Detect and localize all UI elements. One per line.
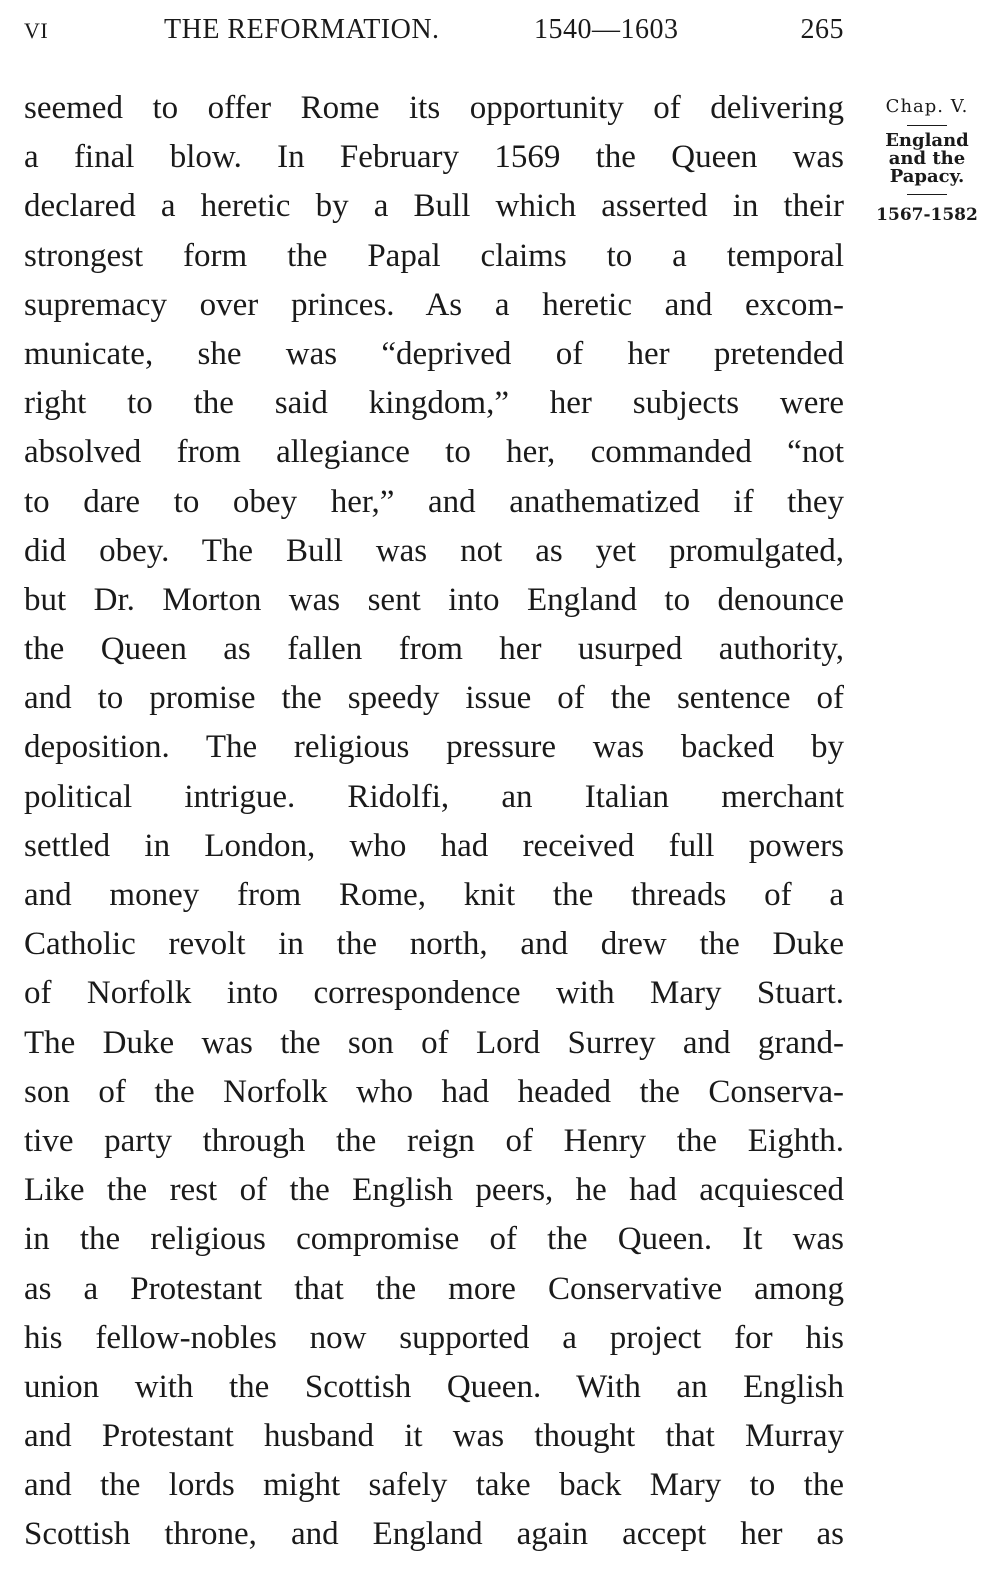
text-line: a final blow. In February 1569 the Queen was bbox=[24, 139, 844, 176]
text-line: and money from Rome, knit the threads of a bbox=[24, 877, 844, 913]
text-line: absolved from allegiance to her, commanded “not bbox=[24, 434, 844, 471]
page-number: 265 bbox=[800, 14, 844, 45]
text-line: son of the Norfolk who had headed the Conserva- bbox=[24, 1073, 844, 1110]
margin-chapter: Chap. V. bbox=[885, 96, 969, 117]
running-title: THE REFORMATION. bbox=[164, 14, 440, 45]
text-line: municate, she was “deprived of her pretended bbox=[24, 335, 844, 372]
running-head bbox=[24, 14, 844, 54]
text-line: right to the said kingdom,” her subjects were bbox=[24, 385, 844, 422]
margin-note bbox=[868, 96, 986, 225]
text-line: supremacy over princes. As a heretic and excom- bbox=[24, 286, 844, 323]
text-line: but Dr. Morton was sent into England to denounce bbox=[24, 581, 844, 618]
text-line: to dare to obey her,” and anathematized if they bbox=[24, 483, 844, 520]
text-line: deposition. The religious pressure was backed by bbox=[24, 729, 844, 766]
text-line: and to promise the speedy issue of the sentence of bbox=[24, 680, 844, 717]
margin-topic-line: Papacy. bbox=[889, 166, 965, 187]
text-line: as a Protestant that the more Conservative among bbox=[24, 1270, 844, 1307]
text-line: did obey. The Bull was not as yet promulgated, bbox=[24, 532, 844, 569]
margin-rule bbox=[907, 125, 947, 126]
text-line: in the religious compromise of the Queen. It was bbox=[24, 1221, 844, 1258]
text-line: of Norfolk into correspondence with Mary Stuart. bbox=[24, 975, 844, 1012]
margin-rule bbox=[907, 194, 947, 195]
text-line: The Duke was the son of Lord Surrey and grand- bbox=[24, 1024, 844, 1061]
text-line: strongest form the Papal claims to a temporal bbox=[24, 237, 844, 274]
margin-topic-line: and the bbox=[888, 148, 966, 169]
running-dates: 1540—1603 bbox=[534, 14, 679, 45]
text-line: tive party through the reign of Henry the Eighth. bbox=[24, 1122, 844, 1159]
section-number: VI bbox=[24, 18, 49, 43]
text-line: political intrigue. Ridolfi, an Italian merchant bbox=[24, 778, 844, 815]
text-line: union with the Scottish Queen. With an English bbox=[24, 1368, 844, 1405]
text-line: settled in London, who had received full powers bbox=[24, 827, 844, 864]
margin-topic-line: England bbox=[885, 130, 969, 151]
body-text bbox=[24, 84, 844, 1560]
text-line: Scottish throne, and England again accept her as bbox=[24, 1516, 844, 1553]
text-line: Like the rest of the English peers, he had acquiesced bbox=[24, 1172, 844, 1209]
text-line: the Queen as fallen from her usurped authority, bbox=[24, 631, 844, 668]
text-line: declared a heretic by a Bull which asserted in their bbox=[24, 188, 844, 225]
margin-dates: 1567-1582 bbox=[876, 205, 978, 225]
text-line: his fellow-nobles now supported a project for his bbox=[24, 1319, 844, 1356]
text-line: Catholic revolt in the north, and drew the Duke bbox=[24, 926, 844, 963]
text-line: seemed to offer Rome its opportunity of delivering bbox=[24, 90, 844, 126]
text-line: and Protestant husband it was thought that Murray bbox=[24, 1418, 844, 1455]
text-line: and the lords might safely take back Mary to the bbox=[24, 1467, 844, 1504]
